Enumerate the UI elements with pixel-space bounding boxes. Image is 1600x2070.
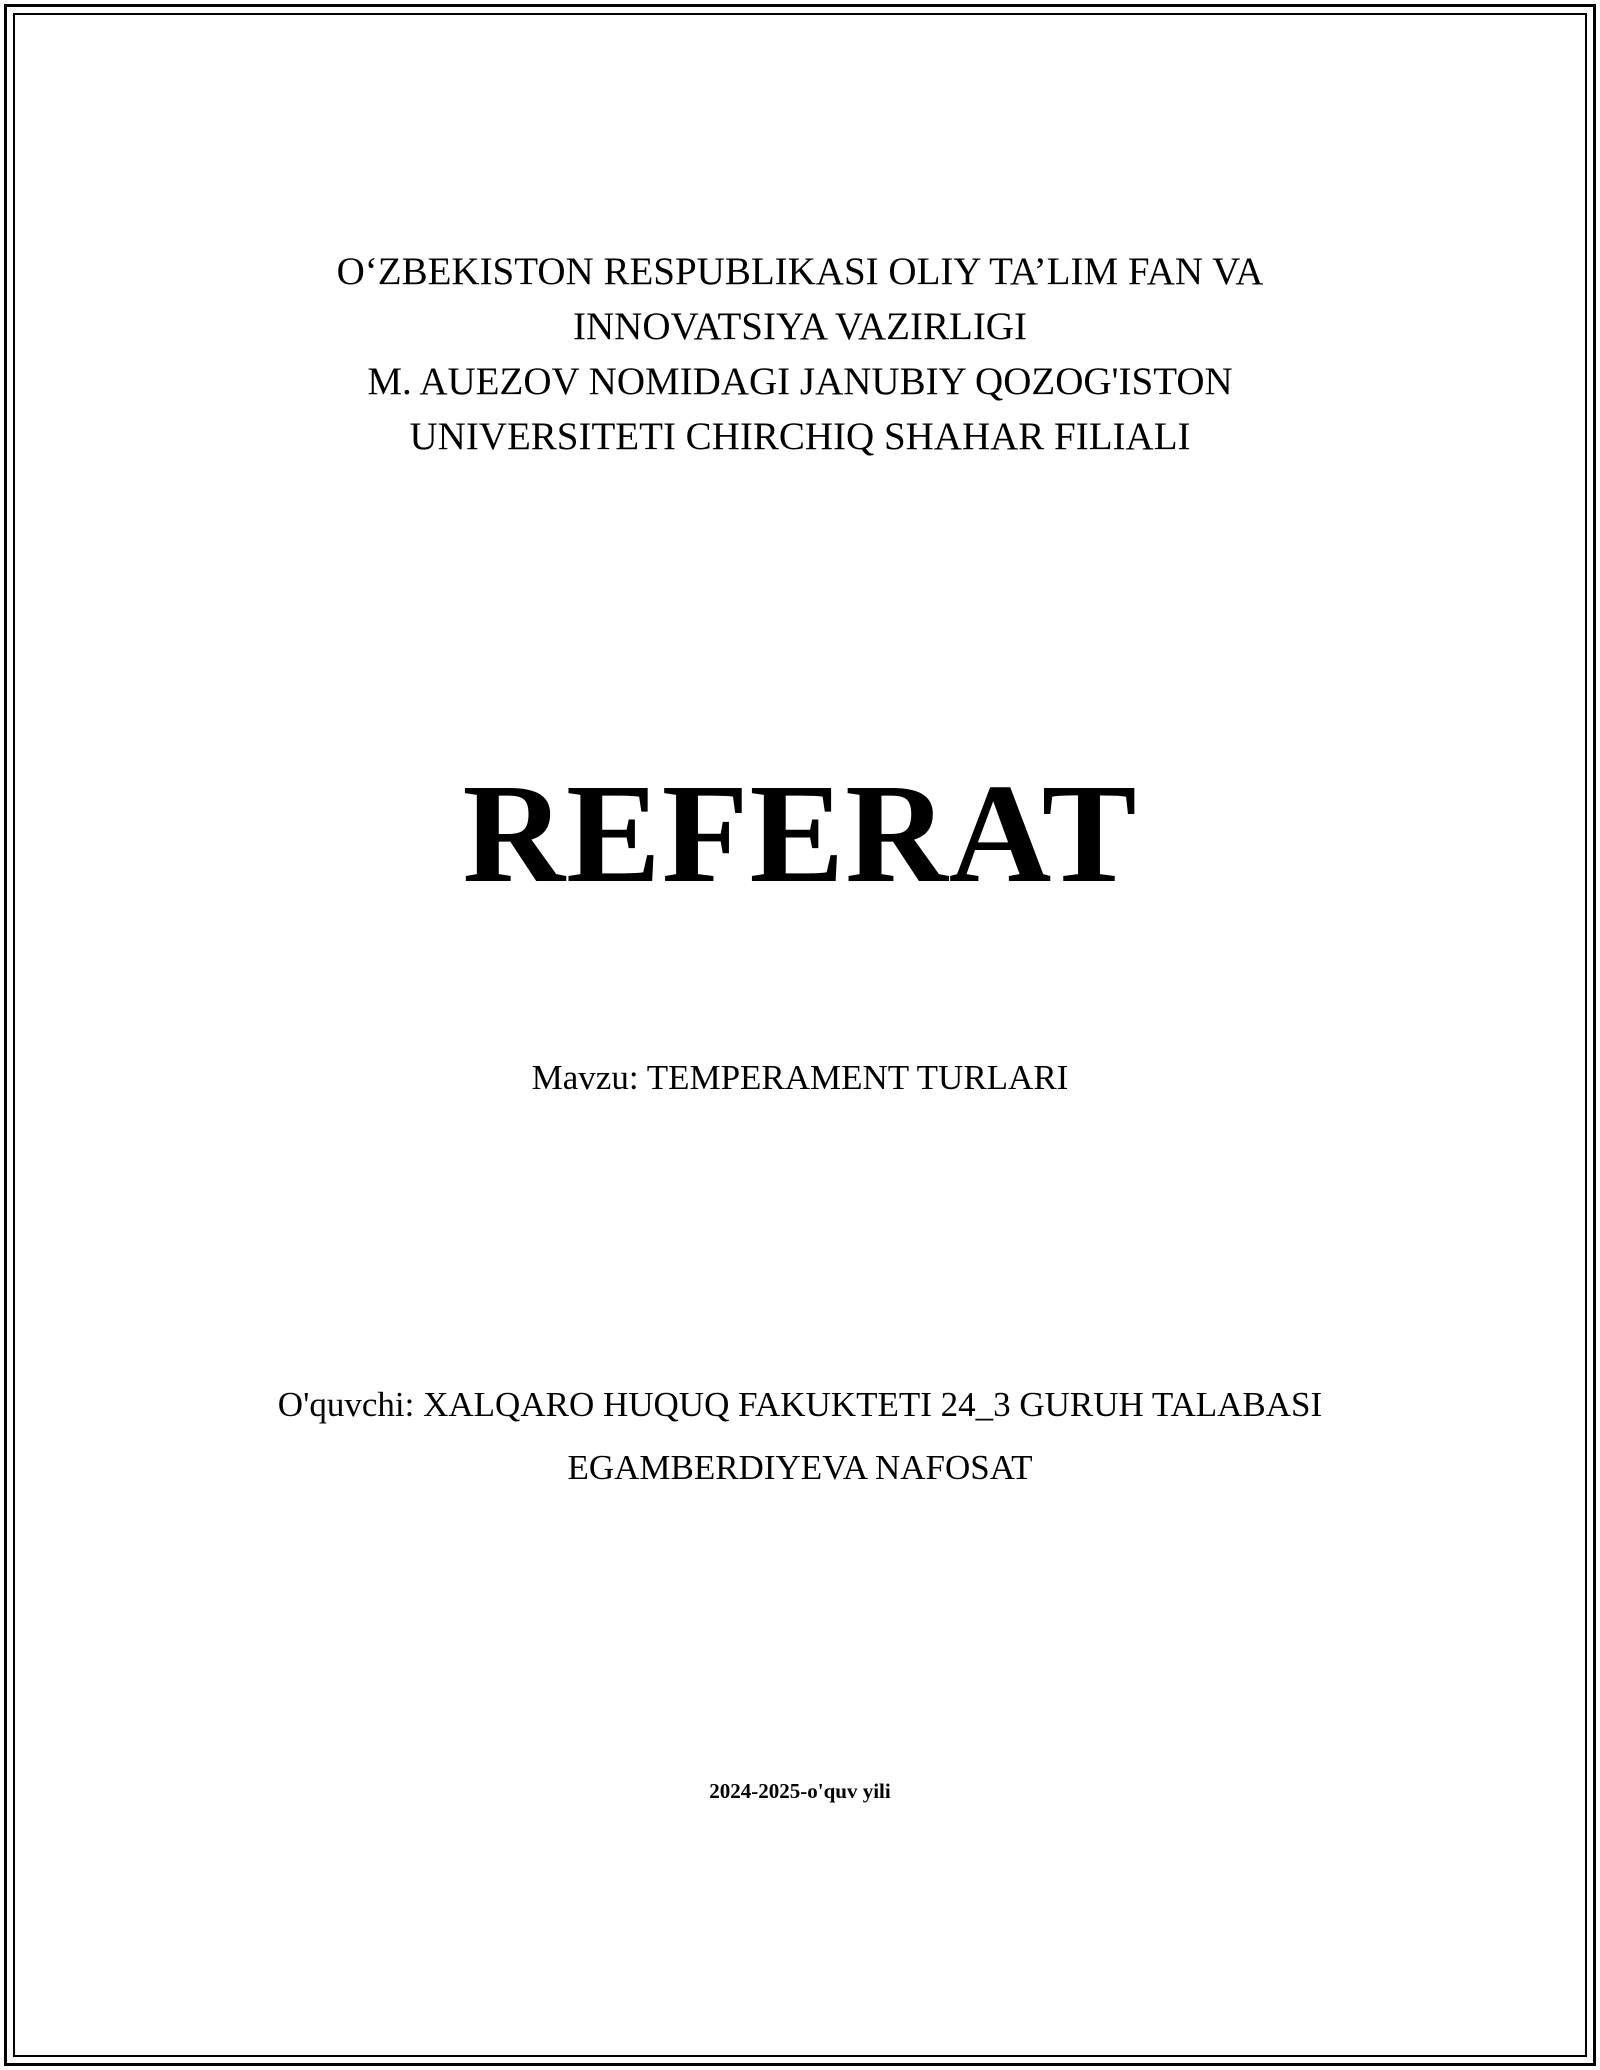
institution-header <box>0 244 1600 464</box>
header-line-1: O‘ZBEKISTON RESPUBLIKASI OLIY TA’LIM FAN VA <box>336 250 1264 293</box>
header-line-4: UNIVERSITETI CHIRCHIQ SHAHAR FILIALI <box>409 415 1191 458</box>
topic-line: Mavzu: TEMPERAMENT TURLARI <box>531 1058 1069 1097</box>
academic-year: 2024-2025-o'quv yili <box>709 1779 891 1803</box>
document-title: REFERAT <box>462 754 1138 912</box>
student-info <box>0 1373 1600 1499</box>
student-line-2: EGAMBERDIYEVA NAFOSAT <box>567 1448 1033 1487</box>
header-line-2: INNOVATSIYA VAZIRLIGI <box>573 305 1027 348</box>
student-line-1: O'quvchi: XALQARO HUQUQ FAKUKTETI 24_3 GURUH TALABASI <box>277 1385 1323 1424</box>
header-line-3: M. AUEZOV NOMIDAGI JANUBIY QOZOG'ISTON <box>367 360 1233 403</box>
